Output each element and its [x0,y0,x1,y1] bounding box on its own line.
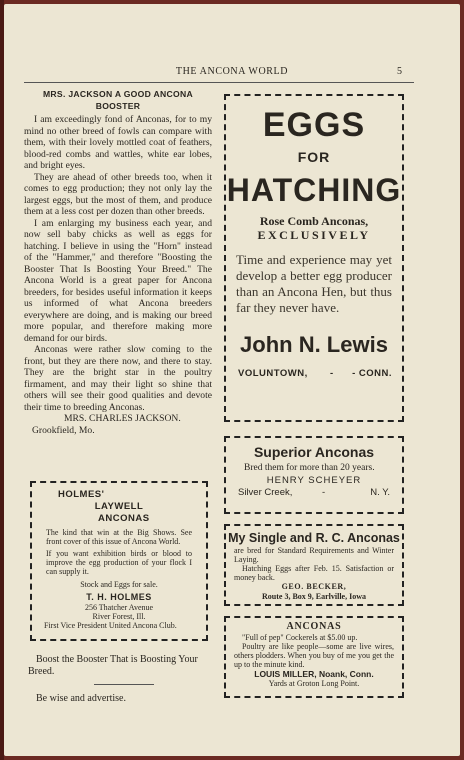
single-rc-anconas-ad [224,524,404,606]
holmes-role: First Vice President United Ancona Club. [44,621,177,630]
single-address: Route 3, Box 9, Earlville, Iowa [262,592,366,601]
holmes-ad-content [40,489,198,630]
bottom-notes [28,654,216,705]
for-heading: FOR [297,149,331,165]
single-ad-content [226,531,402,601]
hatching-heading: HATCHING [226,172,402,208]
article-signature [24,413,212,436]
miller-text1: "Full of pep" Cockerels at $5.00 up. [242,633,358,642]
signature-name: MRS. CHARLES JACKSON. [64,413,181,424]
exclusively-line: EXCLUSIVELY [257,228,371,242]
miller-title: ANCONAS [286,621,342,632]
eggs-ad-content [226,106,402,382]
article-paragraph: They are ahead of other breeds too, when it comes to egg production; they not only lay the largest eggs, but the most of them, and produce them at a less cost per dozen than other breeds. [24,171,212,217]
advertise-note: Be wise and advertise. [36,693,126,704]
header-rule [24,82,414,83]
eggs-body: Time and experience may yet develop a better egg producer than an Ancona Hen, but thus far they never have. [236,252,392,315]
superior-text: Bred them for more than 20 years. [244,463,375,473]
miller-text2: Poultry are like people—some are live wires, others plodders. When you buy of me you get the up to the minute kind. [234,642,394,669]
lewis-address [226,368,402,382]
article-paragraph: Anconas were rather slow coming to the front, but they are there now, and there to stay. They are the bright star in the poultry firmament, and may their light so shine that others will see their good qualities and devote their time to breeding Anconas. [24,344,212,413]
superior-address [226,487,402,499]
article-heading-line2: BOOSTER [95,101,141,111]
miller-ad-content [226,621,402,688]
journal-title: THE ANCONA WORLD [175,66,289,77]
boost-note: Boost the Booster That is Boosting Your Breed. [28,654,198,677]
lewis-state: - CONN. [352,368,392,379]
holmes-line1: HOLMES' [58,489,105,500]
superior-title: Superior Anconas [253,444,375,460]
article-heading [24,88,212,112]
holmes-address2: River Forest, Ill. [92,612,146,621]
eggs-for-hatching-ad [224,94,404,422]
article-heading-line1: MRS. JACKSON A GOOD ANCONA [42,89,194,99]
miller-anconas-ad [224,616,404,698]
page-number: 5 [397,66,402,77]
miller-name: LOUIS MILLER, Noank, Conn. [254,669,374,679]
lewis-name: John N. Lewis [240,332,388,357]
article-jackson [24,88,212,436]
holmes-address1: 256 Thatcher Avenue [84,603,154,612]
single-text1: are bred for Standard Requirements and Winter Laying. [234,546,394,564]
running-header [4,66,460,80]
holmes-text3: Stock and Eggs for sale. [80,580,158,589]
lewis-dash: - [330,368,334,379]
signature-place: Grookfield, Mo. [32,424,95,436]
single-name: GEO. BECKER, [281,582,347,591]
single-text2: Hatching Eggs after Feb. 15. Satisfaction or money back. [234,564,394,582]
superior-town: Silver Creek, [238,487,293,498]
superior-name: HENRY SCHEYER [266,475,362,486]
eggs-heading: EGGS [262,106,366,144]
holmes-name: T. H. HOLMES [86,592,152,602]
superior-ad-content [226,444,402,499]
page [4,4,460,756]
superior-state: N. Y. [370,487,390,498]
breed-line: Rose Comb Anconas, [259,214,369,228]
article-paragraph: I am exceedingly fond of Anconas, for to my mind no other breed of fowls can compare with them, with their lovely mottled coat of feathers, blood-red combs and wattles, white ear lobes, and bright eyes. [24,114,212,171]
note-divider [94,684,154,685]
holmes-text2: If you want exhibition birds or blood to improve the egg production of your flock I can supply it. [46,549,192,576]
superior-anconas-ad [224,436,404,514]
lewis-town: VOLUNTOWN, [238,368,308,379]
holmes-ad [30,481,208,641]
holmes-text1: The kind that win at the Big Shows. See front cover of this issue of Ancona World. [46,528,192,546]
miller-yards: Yards at Groton Long Point. [268,679,360,688]
superior-dash: - [322,487,326,498]
single-title: My Single and R. C. Anconas [228,531,400,545]
holmes-line3: ANCONAS [98,513,150,524]
holmes-line2: LAYWELL [94,501,144,512]
article-paragraph: I am enlarging my business each year, and now sell baby chicks as well as eggs for hatching. I believe in using the "Horn" instead of the "Hammer," and therefore "Boosting the Booster That Is Boosting Your Breed." The Ancona World is a great paper for Ancona breeders, for besides useful information it keeps us informed of what Ancona breeders everywhere are doing, and is making our breed more popular, and therefore making more demand for our birds. [24,217,212,344]
article-body [24,114,212,413]
